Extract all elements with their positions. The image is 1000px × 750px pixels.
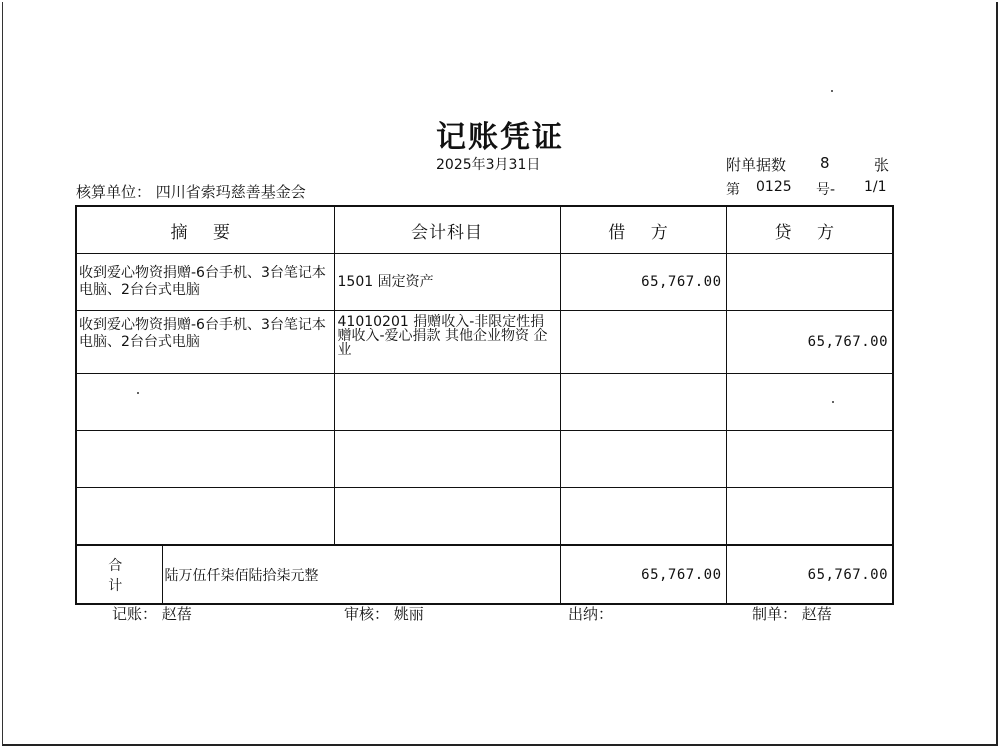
total-row bbox=[76, 545, 893, 604]
attachment-label: 附单据数 bbox=[726, 156, 787, 174]
attachment-count bbox=[726, 154, 890, 175]
row-account bbox=[334, 374, 560, 431]
scan-speck bbox=[831, 90, 833, 92]
row-credit bbox=[726, 488, 893, 546]
accounting-unit bbox=[76, 181, 306, 202]
preparer-signature: 制单： 赵蓓 bbox=[752, 605, 832, 623]
header-credit: 贷 方 bbox=[726, 206, 893, 254]
row-summary bbox=[76, 488, 334, 546]
total-credit: 65,767.00 bbox=[726, 545, 893, 604]
header-summary: 摘 要 bbox=[76, 206, 334, 254]
row-summary: 收到爱心物资捐赠-6台手机、3台笔记本电脑、2台台式电脑 bbox=[76, 311, 334, 374]
reviewer-signature: 审核： 姚丽 bbox=[344, 605, 424, 623]
row-summary bbox=[76, 374, 334, 431]
row-summary: 收到爱心物资捐赠-6台手机、3台笔记本电脑、2台台式电脑 bbox=[76, 254, 334, 311]
scan-speck bbox=[832, 401, 834, 403]
accounting-unit-label: 核算单位： bbox=[76, 183, 152, 201]
voucher-number-suffix: 号- bbox=[816, 182, 836, 198]
row-account: 1501 固定资产 bbox=[334, 254, 560, 311]
table-row bbox=[76, 431, 893, 488]
accounting-unit-name: 四川省索玛慈善基金会 bbox=[155, 183, 306, 201]
total-amount-words: 陆万伍仟柒佰陆拾柒元整 bbox=[162, 545, 560, 604]
total-debit: 65,767.00 bbox=[560, 545, 726, 604]
table-row bbox=[76, 311, 893, 374]
cashier-signature: 出纳： bbox=[568, 605, 614, 623]
row-debit bbox=[560, 488, 726, 546]
row-summary bbox=[76, 431, 334, 488]
header-account: 会计科目 bbox=[334, 206, 560, 254]
row-debit bbox=[560, 431, 726, 488]
voucher-date: 2025年3月31日 bbox=[436, 157, 541, 173]
row-credit bbox=[726, 431, 893, 488]
row-credit bbox=[726, 254, 893, 311]
table-row bbox=[76, 488, 893, 546]
row-debit: 65,767.00 bbox=[560, 254, 726, 311]
attachment-unit: 张 bbox=[874, 156, 890, 174]
row-credit bbox=[726, 374, 893, 431]
attachment-number: 8 bbox=[820, 154, 830, 172]
voucher-table bbox=[75, 205, 894, 605]
row-account: 41010201 捐赠收入-非限定性捐赠收入-爱心捐款 其他企业物资 企业 bbox=[334, 311, 560, 374]
voucher-number-value: 0125 bbox=[756, 179, 792, 195]
row-debit bbox=[560, 311, 726, 374]
row-account bbox=[334, 431, 560, 488]
voucher-number bbox=[726, 179, 887, 199]
voucher-number-prefix: 第 bbox=[726, 182, 740, 198]
table-row bbox=[76, 374, 893, 431]
header-debit: 借 方 bbox=[560, 206, 726, 254]
row-credit: 65,767.00 bbox=[726, 311, 893, 374]
table-row bbox=[76, 254, 893, 311]
voucher-title: 记账凭证 bbox=[436, 120, 564, 155]
row-debit bbox=[560, 374, 726, 431]
table-header-row bbox=[76, 206, 893, 254]
row-account bbox=[334, 488, 560, 546]
bookkeeper-signature: 记账： 赵蓓 bbox=[112, 605, 192, 623]
total-label: 合 计 bbox=[76, 545, 162, 604]
voucher-page: 1/1 bbox=[864, 179, 887, 195]
scan-speck bbox=[137, 392, 139, 394]
